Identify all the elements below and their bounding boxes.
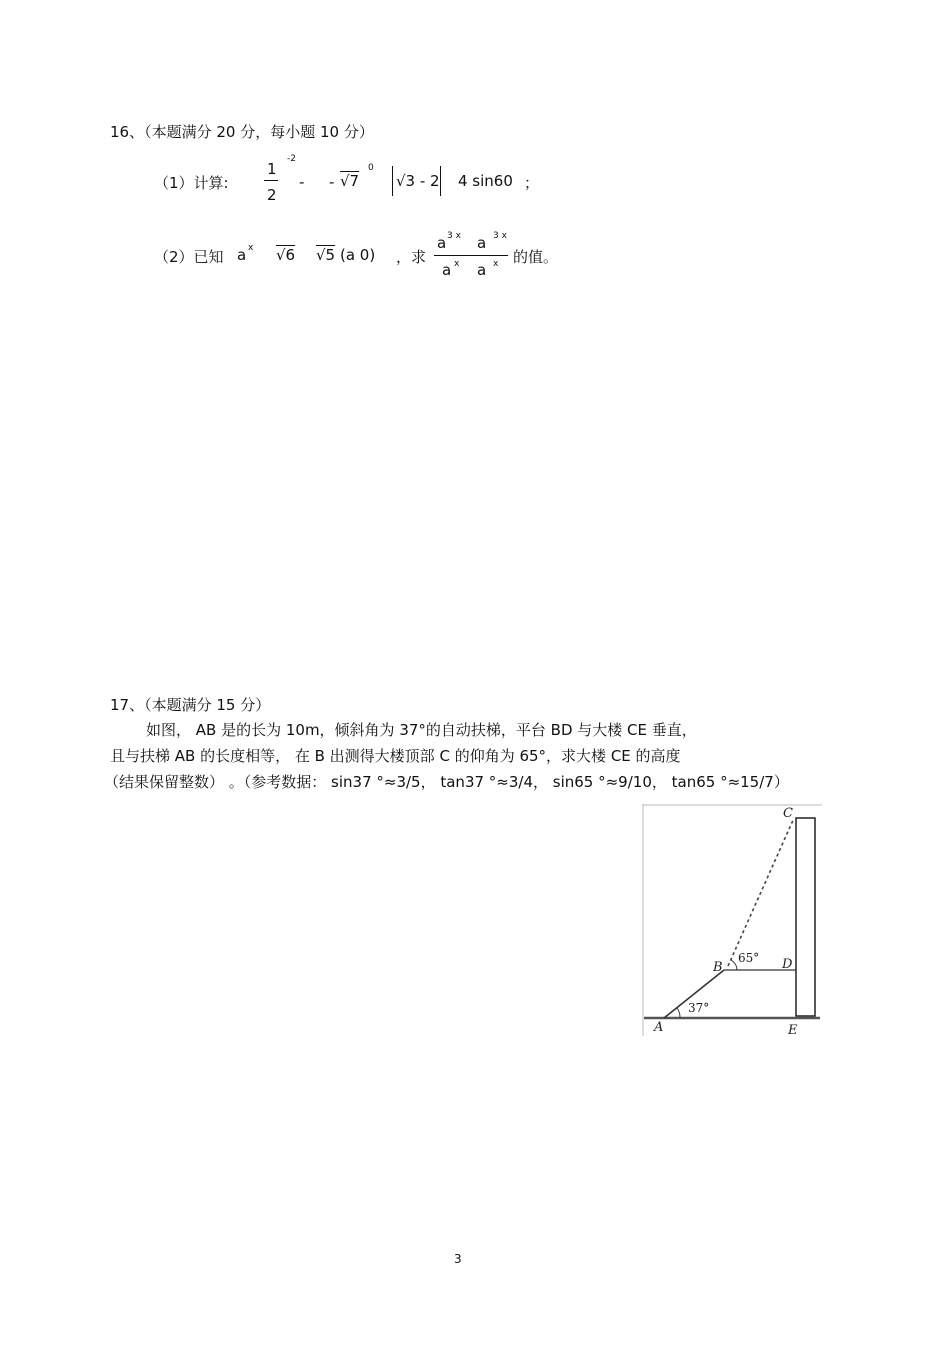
num-a2: a: [477, 234, 487, 252]
q17-line2: 且与扶梯 AB 的长度相等， 在 B 出测得大楼顶部 C 的仰角为 65°，求大楼 CE 的高度: [110, 747, 681, 765]
num-e1: 3 x: [447, 231, 461, 241]
sight-line-bc: [728, 818, 794, 966]
fraction-bar: [264, 180, 278, 181]
label-e: E: [788, 1023, 798, 1036]
frac-den: 2: [267, 186, 277, 204]
q16-header: 16、（本题满分 20 分，每小题 10 分）: [110, 123, 374, 141]
semicolon: ；: [524, 174, 540, 192]
frac-num: 1: [267, 160, 277, 178]
label-a: A: [654, 1020, 664, 1035]
page-number: 3: [454, 1252, 462, 1266]
building: [796, 818, 815, 1016]
minus-sign-2: -: [329, 173, 335, 191]
abs-inner: √3 - 2: [396, 172, 440, 190]
var-a: a: [237, 246, 247, 264]
den-a2: a: [477, 261, 487, 279]
num-a1: a: [437, 234, 447, 252]
minus-sign: -: [299, 173, 305, 191]
sqrt6: √6: [276, 246, 296, 264]
sqrt7: √7: [340, 172, 360, 190]
escalator-building-figure: [642, 804, 822, 1036]
comma-ask: ，求: [396, 248, 427, 266]
den-e2: x: [493, 259, 499, 269]
exponent-zero: 0: [368, 163, 374, 173]
q16-part2-label: （2）已知: [154, 248, 224, 266]
sqrt5: √5: [316, 246, 336, 264]
tail-text: 的值。: [513, 248, 559, 266]
num-e2: 3 x: [493, 231, 507, 241]
angle-arc-65: [731, 960, 737, 970]
abs-bar-right: [440, 166, 441, 196]
q17-line1: 如图， AB 是的长为 10m，倾斜角为 37°的自动扶梯，平台 BD 与大楼 CE 垂直，: [146, 721, 697, 739]
den-e1: x: [454, 259, 460, 269]
label-d: D: [782, 957, 793, 972]
q17-header: 17、（本题满分 15 分）: [110, 696, 271, 714]
exp-x: x: [248, 243, 254, 253]
condition: (a 0): [340, 246, 376, 264]
label-b: B: [713, 960, 723, 975]
sin-term: 4 sin60: [458, 172, 513, 190]
angle-37-label: 37°: [688, 1001, 710, 1015]
abs-bar-left: [392, 166, 393, 196]
angle-arc-37: [677, 1008, 680, 1018]
label-c: C: [783, 806, 793, 821]
exponent: -2: [287, 154, 296, 164]
q16-part1-label: （1）计算:: [154, 174, 229, 192]
den-a1: a: [442, 261, 452, 279]
q17-line3: （结果保留整数） 。（参考数据： sin37 °≈3/5， tan37 °≈3/4， sin65 °≈9/10， tan65 °≈15/7）: [104, 773, 789, 791]
angle-65-label: 65°: [738, 951, 760, 965]
fraction-bar-2: [434, 255, 508, 256]
